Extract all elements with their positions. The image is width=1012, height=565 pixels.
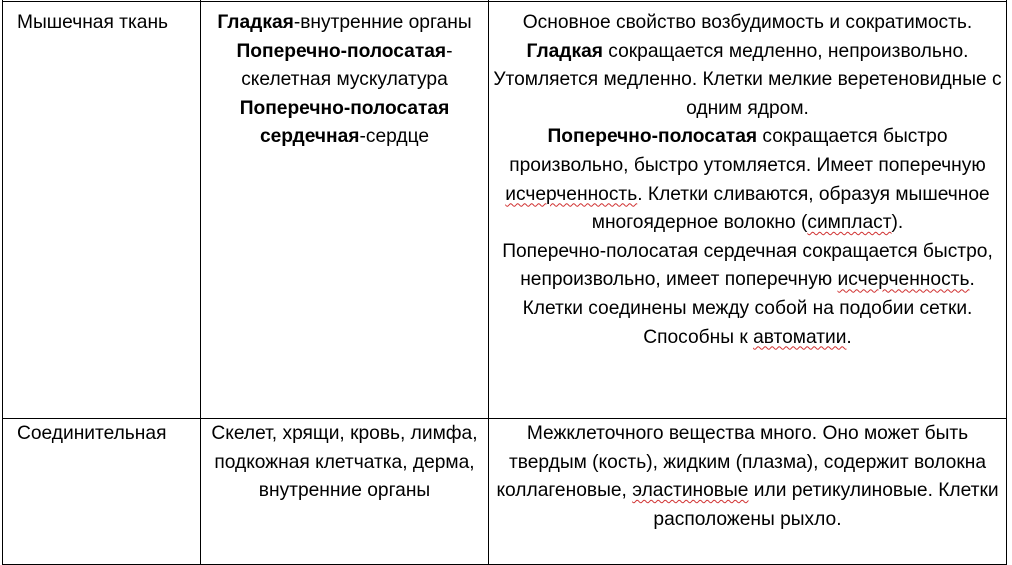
features-cardiac-text: Поперечно-полосатая сердечная сокращается быстро, непроизвольно, имеет поперечную [502, 240, 993, 291]
location-cell [201, 419, 489, 565]
features-intro: Основное свойство возбудимость и сократимость. [522, 12, 973, 33]
table-row [3, 419, 1007, 565]
features-cell [489, 2, 1007, 419]
spellcheck-word: эластиновые [632, 480, 749, 502]
features-striated-title: Поперечно-полосатая [547, 126, 758, 148]
features-text: Межклеточного вещества много. Оно может быть твердым (кость), жидким (плазма), содержит волокна коллагеновые, [496, 423, 987, 502]
features-smooth [493, 38, 1002, 124]
features-cardiac-text: . [846, 326, 852, 348]
features-striated-text: сокращается быстро произвольно, быстро утомляется. Имеет поперечную [509, 126, 986, 176]
spellcheck-word: симпласт [807, 212, 892, 234]
spellcheck-word: исчерченность [837, 269, 970, 291]
tissue-name: Мышечная ткань [17, 12, 169, 33]
table-row [3, 2, 1007, 419]
features-smooth-text: сокращается медленно, непроизвольно. Утомляется медленно. Клетки мелкие веретеновидные с одним ядром. [493, 40, 1002, 119]
location-item-title: Поперечно-полосатая [236, 40, 447, 62]
tissue-table [2, 0, 1007, 565]
features-cardiac [493, 238, 1002, 352]
location-item [205, 38, 484, 95]
tissue-name-cell [3, 419, 201, 565]
location-item-text: -внутренние органы [293, 12, 472, 33]
spellcheck-word: исчерченность [505, 183, 638, 205]
features-striated [493, 123, 1002, 237]
features-cell [489, 419, 1007, 565]
features-striated-text: . Клетки сливаются, образуя мышечное многоядерное волокно ( [591, 183, 990, 234]
location-item-text: -скелетная мускулатура [241, 40, 453, 91]
features-striated-text: ). [891, 212, 904, 234]
tissue-name-cell [3, 2, 201, 419]
location-item [205, 9, 484, 38]
location-text: Скелет, хрящи, кровь, лимфа, подкожная клетчатка, дерма, внутренние органы [211, 423, 478, 502]
tissue-name: Соединительная [17, 423, 167, 444]
features-smooth-title: Гладкая [526, 40, 603, 62]
location-item-title: Поперечно-полосатая сердечная [239, 97, 450, 148]
features-cardiac-text: . Клетки соединены между собой на подобии сетки. Способны к [522, 269, 975, 348]
features-text: или ретикулиновые. Клетки расположены рыхло. [653, 480, 999, 530]
location-item-text: -сердце [359, 126, 430, 148]
spellcheck-word: автоматии [753, 326, 847, 348]
location-cell [201, 2, 489, 419]
location-item [205, 95, 484, 152]
location-item-title: Гладкая [217, 12, 294, 33]
